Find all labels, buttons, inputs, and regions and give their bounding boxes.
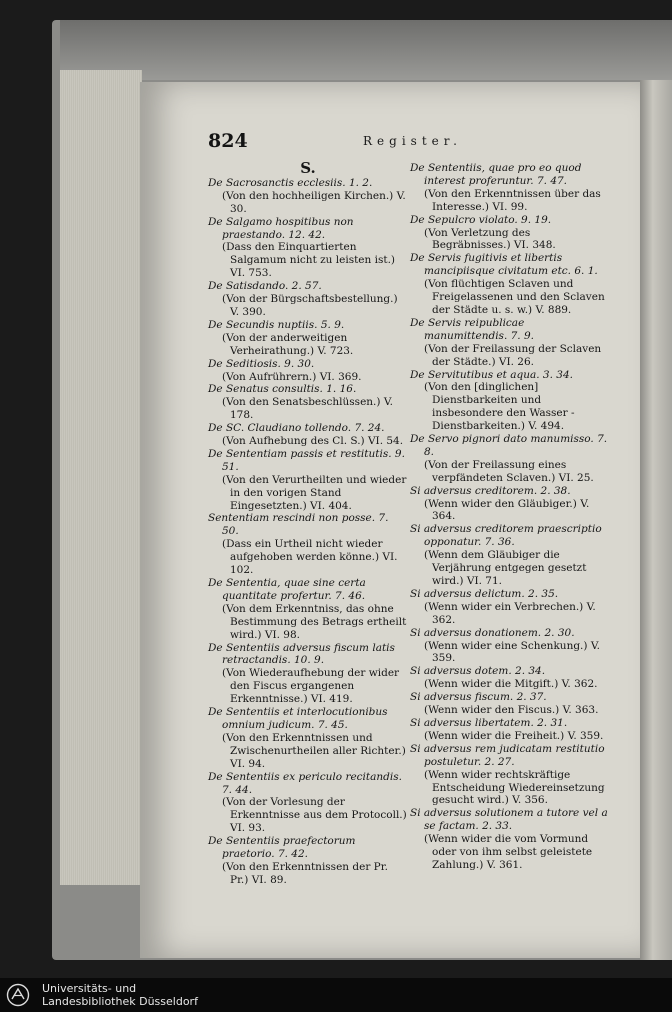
entry-gloss: (Wenn wider ein Verbrechen.) V. 362. <box>424 600 596 626</box>
index-entry <box>208 577 408 642</box>
entry-lemma: Si adversus donationem. 2. 30. <box>410 626 575 639</box>
index-entry <box>208 422 408 448</box>
index-entry <box>208 280 408 319</box>
entry-lemma: De Sententia, quae sine certa quantitate profertur. 7. 46. <box>208 577 366 602</box>
entry-gloss: (Wenn wider den Gläubiger.) V. 364. <box>424 497 590 523</box>
entry-gloss: (Wenn wider rechtskräftige Entscheidung Wiedereinsetzung gesucht wird.) V. 356. <box>424 768 605 807</box>
index-entry <box>208 383 408 422</box>
left-column <box>208 159 408 887</box>
library-name-line-2: Landesbibliothek Düsseldorf <box>42 995 198 1008</box>
entry-lemma: De Sententiis adversus fiscum latis retractandis. 10. 9. <box>208 641 395 667</box>
index-entry <box>208 706 408 771</box>
entry-lemma: Si adversus rem judicatam restitutio postuletur. 2. 27. <box>410 742 605 768</box>
library-name-line-1: Universitäts- und <box>42 982 137 995</box>
entry-lemma: De Seditiosis. 9. 30. <box>208 357 315 370</box>
entry-lemma: De Sepulcro violato. 9. 19. <box>410 213 552 226</box>
index-entry <box>208 319 408 358</box>
entry-lemma: Si adversus creditorem praescriptio opponatur. 7. 36. <box>410 523 602 549</box>
index-entry <box>208 448 408 513</box>
entry-gloss: (Dass den Einquartierten Salgamum nicht zu leisten ist.) VI. 753. <box>222 241 396 280</box>
entry-gloss: (Von Verletzung des Begräbnisses.) VI. 348. <box>424 226 556 252</box>
entry-lemma: De Servitutibus et aqua. 3. 34. <box>410 368 573 381</box>
entry-gloss: (Von der Vorlesung der Erkenntnisse aus dem Protocoll.) VI. 93. <box>222 796 407 835</box>
entry-gloss: (Von Aufrührern.) VI. 369. <box>222 370 362 383</box>
index-entry <box>410 691 610 717</box>
index-entry <box>208 512 408 577</box>
entry-gloss: (Von den Erkenntnissen und Zwischenurtheilen aller Richter.) VI. 94. <box>222 731 406 770</box>
entry-gloss: (Von den hochheiligen Kirchen.) V. 30. <box>222 189 406 215</box>
entry-lemma: De Sententiis ex periculo recitandis. 7. 44. <box>208 770 402 796</box>
entry-gloss: (Wenn wider eine Schenkung.) V. 359. <box>424 639 600 665</box>
book-top-edge <box>60 20 672 80</box>
entry-lemma: De Servis reipublicae manumittendis. 7. 9. <box>410 316 534 342</box>
page-block-edge <box>60 70 142 885</box>
page-header <box>208 130 648 152</box>
entry-gloss: (Von der Bürgschaftsbestellung.) V. 390. <box>222 293 398 318</box>
entry-lemma: Si adversus fiscum. 2. 37. <box>410 691 547 704</box>
index-entry <box>410 807 610 872</box>
entry-lemma: De Secundis nuptiis. 5. 9. <box>208 318 345 331</box>
entry-lemma: De Servis fugitivis et libertis mancipiisque civitatum etc. 6. 1. <box>410 252 598 278</box>
entry-lemma: De Salgamo hospitibus non praestando. 12. 42. <box>208 215 354 241</box>
entry-gloss: (Von den Erkenntnissen über das Interesse.) VI. 99. <box>424 187 601 213</box>
entry-gloss: (Von Aufhebung des Cl. S.) VI. 54. <box>222 435 404 448</box>
entry-lemma: De SC. Claudiano tollendo. 7. 24. <box>208 422 385 435</box>
entry-lemma: De Sententiis et interlocutionibus omnium judicum. 7. 45. <box>208 706 388 731</box>
entry-lemma: De Sententiam passis et restitutis. 9. 51. <box>208 447 405 473</box>
entry-lemma: De Sententiis praefectorum praetorio. 7. 42. <box>208 835 356 861</box>
index-entry <box>410 743 610 808</box>
entry-lemma: Sententiam rescindi non posse. 7. 50. <box>208 512 389 538</box>
entry-gloss: (Wenn wider den Fiscus.) V. 363. <box>424 704 599 717</box>
index-entry <box>208 835 408 887</box>
entry-lemma: Si adversus libertatem. 2. 31. <box>410 716 568 729</box>
index-entry <box>208 642 408 707</box>
entry-lemma: De Satisdando. 2. 57. <box>208 280 322 293</box>
index-entry <box>410 433 610 485</box>
index-entry <box>208 358 408 384</box>
page-number: 824 <box>208 130 248 152</box>
index-entry <box>410 214 610 253</box>
index-entry <box>410 588 610 627</box>
entry-gloss: (Von der Freilassung der Sclaven der Städte.) VI. 26. <box>424 342 602 368</box>
entry-lemma: De Sententiis, quae pro eo quod interest proferuntur. 7. 47. <box>410 162 582 187</box>
entry-lemma: Si adversus delictum. 2. 35. <box>410 587 559 600</box>
index-entry <box>410 717 610 743</box>
entry-gloss: (Wenn wider die Mitgift.) V. 362. <box>424 678 598 691</box>
entry-gloss: (Wenn wider die Freiheit.) V. 359. <box>424 729 604 742</box>
index-entry <box>208 177 408 216</box>
entry-gloss: (Von der Freilassung eines verpfändeten Sclaven.) VI. 25. <box>424 458 594 484</box>
entry-gloss: (Von den Erkenntnissen der Pr. Pr.) VI. 89. <box>222 860 388 886</box>
index-entry <box>410 665 610 691</box>
entry-lemma: Si adversus solutionem a tutore vel a se factam. 2. 33. <box>410 807 608 833</box>
entry-gloss: (Wenn wider die vom Vormund oder von ihm selbst geleistete Zahlung.) V. 361. <box>424 833 593 871</box>
entry-lemma: De Sacrosanctis ecclesiis. 1. 2. <box>208 176 373 189</box>
entry-gloss: (Von den [dinglichen] Dienstbarkeiten und insbesondere den Wasser - Dienstbarkeiten.) V. 494. <box>424 381 575 433</box>
entry-gloss: (Von den Verurtheilten und wieder in den vorigen Stand Eingesetzten.) VI. 404. <box>222 473 407 512</box>
index-entry <box>410 162 610 214</box>
entry-gloss: (Wenn dem Gläubiger die Verjährung entgegen gesetzt wird.) VI. 71. <box>424 549 587 587</box>
index-entry <box>410 317 610 369</box>
entry-gloss: (Von Wiederaufhebung der wider den Fiscus ergangenen Erkenntnisse.) VI. 419. <box>222 667 400 706</box>
index-entry <box>410 627 610 666</box>
entry-lemma: Si adversus creditorem. 2. 38. <box>410 484 571 497</box>
entry-lemma: De Servo pignori dato manumisso. 7. 8. <box>410 433 608 458</box>
index-entry <box>208 771 408 836</box>
library-logo-icon <box>6 983 30 1007</box>
library-footer <box>0 978 672 1012</box>
entry-gloss: (Von dem Erkenntniss, das ohne Bestimmung des Betrags ertheilt wird.) VI. 98. <box>222 602 407 641</box>
entry-gloss: (Von der anderweitigen Verheirathung.) V. 723. <box>222 331 354 357</box>
library-name <box>42 982 198 1008</box>
running-head: Register. <box>363 134 462 148</box>
right-column <box>410 162 610 872</box>
entry-gloss: (Von flüchtigen Sclaven und Freigelassenen und den Sclaven der Städte u. s. w.) V. 889. <box>424 278 605 316</box>
index-entry <box>410 369 610 434</box>
index-entry <box>208 216 408 281</box>
entry-lemma: Si adversus dotem. 2. 34. <box>410 665 546 678</box>
entry-gloss: (Von den Senatsbeschlüssen.) V. 178. <box>222 396 393 422</box>
section-letter: S. <box>300 159 316 177</box>
index-entry <box>410 485 610 524</box>
entry-gloss: (Dass ein Urtheil nicht wieder aufgehoben werden könne.) VI. 102. <box>222 538 398 577</box>
index-entry <box>410 252 610 317</box>
index-entry <box>410 523 610 588</box>
entry-lemma: De Senatus consultis. 1. 16. <box>208 383 357 396</box>
facing-page-edge <box>640 80 672 960</box>
